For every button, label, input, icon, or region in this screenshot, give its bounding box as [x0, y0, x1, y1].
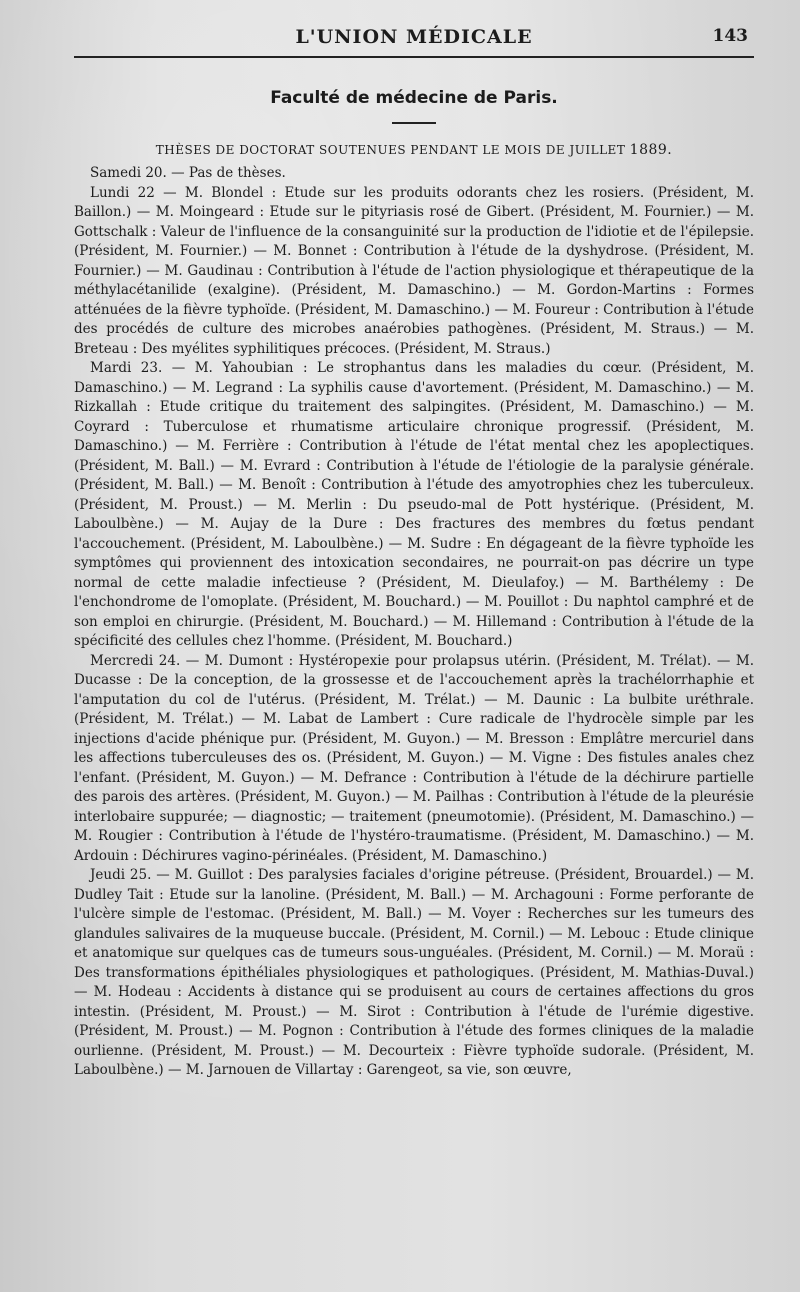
paragraph-jeudi: Jeudi 25. — M. Guillot : Des paralysies faciales d'origine pétreuse. (Président, Brouardel.) — M. Dudley Tait : Etude sur la lanoline. (Président, M. Ball.) — M. Archagouni : Forme perforante de l'ulcère simple de l'estomac. (Président, M. Ball.) — M. Voyer : Recherches sur les tumeurs des glandules salivaires de la muqueuse buccale. (Président, M. Cornil.) — M. Lebouc : Etude clinique et anatomique sur quelques cas de tumeurs sous-unguéales. (Président, M. Cornil.) — M. Moraü : Des transformations épithéliales physiologiques et pathologiques. (Président, M. Mathias-Duval.) — M. Hodeau : Accidents à distance qui se produisent au cours de certaines affections du gros intestin. (Président, M. Proust.) — M. Sirot : Contribution à l'étude de l'urémie digestive. (Président, M. Proust.) — M. Pognon : Contribution à l'étude des formes cliniques de la maladie ourlienne. (Président, M. Proust.) — M. Decourteix : Fièvre typhoïde sudorale. (Président, M. Laboulbène.) — M. Jarnouen de Villartay : Garengeot, sa vie, son œuvre,	[74, 867, 754, 1078]
page-number: 143	[712, 26, 748, 46]
subheading-year: 1889.	[629, 142, 673, 158]
paragraph-mercredi: Mercredi 24. — M. Dumont : Hystéropexie pour prolapsus utérin. (Président, M. Trélat). — M. Ducasse : De la conception, de la grossesse et de l'accouchement après la trachélorrhaphie et l'amputation du col de l'utérus. (Président, M. Trélat.) — M. Daunic : La bulbite uréthrale. (Président, M. Trélat.) — M. Labat de Lambert : Cure radicale de l'hydrocèle simple par les injections d'acide phénique pur. (Président, M. Guyon.) — M. Bresson : Emplâtre mercuriel dans les affections tuberculeuses des os. (Président, M. Guyon.) — M. Vigne : Des fistules anales chez l'enfant. (Président, M. Guyon.) — M. Defrance : Contribution à l'étude de la déchirure partielle des parois des artères. (Président, M. Guyon.) — M. Pailhas : Contribution à l'étude de la pleurésie interlobaire suppurée; — diagnostic; — traitement (pneumotomie). (Président, M. Damaschino.) — M. Rougier : Contribution à l'étude de l'hystéro-traumatisme. (Président, M. Damaschino.) — M. Ardouin : Déchirures vagino-périnéales. (Président, M. Damaschino.)	[74, 652, 754, 864]
thesis-list	[74, 164, 754, 1081]
section-rule	[392, 122, 436, 124]
paragraph-samedi: Samedi 20. — Pas de thèses.	[90, 165, 286, 181]
section-title: Faculté de médecine de Paris.	[270, 88, 558, 108]
paragraph-lundi: Lundi 22 — M. Blondel : Etude sur les produits odorants chez les rosiers. (Président, M. Baillon.) — M. Moingeard : Etude sur le pityriasis rosé de Gibert. (Président, M. Fournier.) — M. Gottschalk : Valeur de l'influence de la consanguinité sur la production de l'idiotie et de l'épilepsie. (Président, M. Fournier.) — M. Bonnet : Contribution à l'étude de la dyshydrose. (Président, M. Fournier.) — M. Gaudinau : Contribution à l'étude de l'action physiologique et thérapeutique de la méthylacétanilide (exalgine). (Président, M. Damaschino.) — M. Gordon-Martins : Formes atténuées de la fièvre typhoïde. (Président, M. Damaschino.) — M. Foureur : Contribution à l'étude des procédés de culture des microbes anaérobies pathogènes. (Président, M. Straus.) — M. Breteau : Des myélites syphilitiques précoces. (Président, M. Straus.)	[74, 184, 754, 357]
subheading	[74, 142, 754, 158]
header-rule	[74, 56, 754, 58]
paragraph-mardi: Mardi 23. — M. Yahoubian : Le strophantus dans les maladies du cœur. (Président, M. Damaschino.) — M. Legrand : La syphilis cause d'avortement. (Président, M. Damaschino.) — M. Rizkallah : Etude critique du traitement des salpingites. (Président, M. Damaschino.) — M. Coyrard : Tuberculose et rhumatisme articulaire chronique progressif. (Président, M. Damaschino.) — M. Ferrière : Contribution à l'étude de l'état mental chez les apoplectiques. (Président, M. Ball.) — M. Evrard : Contribution à l'étude de l'étiologie de la paralysie générale. (Président, M. Ball.) — M. Benoît : Contribution à l'étude des amyotrophies chez les tuberculeux. (Président, M. Proust.) — M. Merlin : Du pseudo-mal de Pott hystérique. (Président, M. Laboulbène.) — M. Aujay de la Dure : Des fractures des membres du fœtus pendant l'accouchement. (Président, M. Laboulbène.) — M. Sudre : En dégageant de la fièvre typhoïde les symptômes qui proviennent des intoxication secondaires, ne pourrait-on pas décrire un type normal de cette maladie infectieuse ? (Président, M. Dieulafoy.) — M. Barthélemy : De l'enchondrome de l'omoplate. (Président, M. Bouchard.) — M. Pouillot : Du naphtol camphré et de son emploi en chirurgie. (Président, M. Bouchard.) — M. Hillemand : Contribution à l'étude de la spécificité des cellules chez l'homme. (Président, M. Bouchard.)	[74, 360, 754, 649]
subheading-text: THÈSES DE DOCTORAT SOUTENUES PENDANT LE MOIS DE JUILLET	[155, 143, 626, 157]
running-title: L'UNION MÉDICALE	[295, 26, 533, 48]
running-head	[74, 22, 754, 52]
